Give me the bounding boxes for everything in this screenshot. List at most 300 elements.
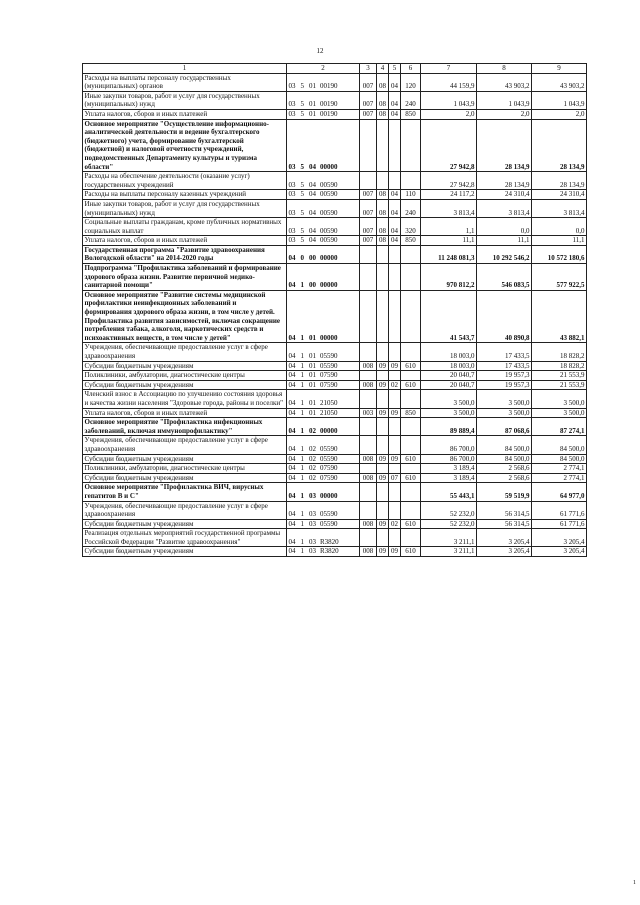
row-name: Уплата налогов, сборов и иных платежей xyxy=(83,408,287,418)
row-code xyxy=(287,290,360,343)
row-ministry-code xyxy=(360,119,377,172)
row-amount-col9: 28 134,9 xyxy=(532,119,587,172)
row-amount-col8: 87 068,6 xyxy=(477,418,532,436)
row-expense-type: 610 xyxy=(401,519,421,529)
row-amount-col9: 84 500,0 xyxy=(532,454,587,464)
table-row xyxy=(83,454,587,464)
code-direction: 07590 xyxy=(320,380,338,389)
row-amount-col9: 84 500,0 xyxy=(532,436,587,454)
code-event: 01 xyxy=(309,333,316,342)
code-direction: 00190 xyxy=(320,100,338,109)
row-amount-col7: 27 942,8 xyxy=(421,119,477,172)
row-amount-col9: 21 553,9 xyxy=(532,380,587,390)
code-program: 04 xyxy=(288,352,296,360)
code-event: 01 xyxy=(309,361,316,370)
row-section-code xyxy=(377,264,389,291)
row-ministry-code xyxy=(360,418,377,436)
code-direction: 00000 xyxy=(320,254,338,263)
row-subsection-code xyxy=(389,245,401,263)
row-subsection-code xyxy=(389,529,401,547)
row-name: Основное мероприятие "Профилактика инфекционных заболеваний, включая иммунопрофилактику" xyxy=(83,418,287,436)
table-row xyxy=(83,464,587,474)
side-mark: 1 xyxy=(633,880,636,886)
code-subprogram: 1 xyxy=(300,491,304,500)
row-amount-col8: 10 292 546,2 xyxy=(477,245,532,263)
row-section-code xyxy=(377,501,389,519)
code-direction: 05590 xyxy=(320,519,338,528)
row-ministry-code: 008 xyxy=(360,519,377,529)
code-event: 01 xyxy=(309,371,316,380)
row-expense-type: 110 xyxy=(401,190,421,200)
table-row xyxy=(83,408,587,418)
row-amount-col9: 2,0 xyxy=(532,109,587,119)
row-amount-col9: 61 771,6 xyxy=(532,501,587,519)
code-program: 04 xyxy=(288,333,296,342)
row-amount-col7: 11,1 xyxy=(421,236,477,246)
row-amount-col9: 1 043,9 xyxy=(532,91,587,109)
code-program: 04 xyxy=(288,444,296,453)
table-row xyxy=(83,361,587,371)
row-amount-col7: 3 211,1 xyxy=(421,547,477,557)
row-amount-col7: 3 500,0 xyxy=(421,408,477,418)
code-direction: 05590 xyxy=(320,444,338,453)
header-col-6: 6 xyxy=(401,64,421,74)
row-expense-type: 610 xyxy=(401,547,421,557)
code-direction: 00000 xyxy=(320,281,338,290)
row-expense-type xyxy=(401,529,421,547)
code-event: 02 xyxy=(309,473,316,482)
code-direction: R3820 xyxy=(320,547,339,556)
row-code xyxy=(287,361,360,371)
row-section-code: 08 xyxy=(377,218,389,236)
table-body xyxy=(83,64,587,557)
row-amount-col7: 86 700,0 xyxy=(421,454,477,464)
row-code xyxy=(287,454,360,464)
code-direction: 21050 xyxy=(320,398,338,407)
row-expense-type: 850 xyxy=(401,408,421,418)
code-direction: 05590 xyxy=(320,454,338,463)
row-amount-col7: 27 942,8 xyxy=(421,172,477,190)
code-event: 04 xyxy=(309,190,316,199)
code-subprogram: 0 xyxy=(300,254,304,263)
row-name: Основное мероприятие "Профилактика ВИЧ, вирусных гепатитов В и С" xyxy=(83,483,287,501)
row-ministry-code: 007 xyxy=(360,109,377,119)
row-amount-col9: 28 134,9 xyxy=(532,172,587,190)
code-event: 03 xyxy=(309,519,316,528)
table-row xyxy=(83,380,587,390)
code-subprogram: 1 xyxy=(300,352,304,360)
row-code xyxy=(287,529,360,547)
code-event: 02 xyxy=(309,426,316,435)
row-amount-col8: 40 890,8 xyxy=(477,290,532,343)
row-expense-type xyxy=(401,290,421,343)
table-row xyxy=(83,547,587,557)
row-name: Уплата налогов, сборов и иных платежей xyxy=(83,109,287,119)
row-subsection-code: 04 xyxy=(389,236,401,246)
code-program: 03 xyxy=(288,82,296,91)
table-row xyxy=(83,109,587,119)
row-name: Учреждения, обеспечивающие предоставление услуг в сфере здравоохранения xyxy=(83,436,287,454)
row-name: Реализация отдельных мероприятий государственной программы Российской Федерации "Развитие здравоохранения" xyxy=(83,529,287,547)
row-amount-col7: 3 189,4 xyxy=(421,473,477,483)
row-expense-type xyxy=(401,172,421,190)
row-code xyxy=(287,380,360,390)
row-section-code: 08 xyxy=(377,73,389,91)
row-amount-col8: 24 310,4 xyxy=(477,190,532,200)
row-code xyxy=(287,172,360,190)
table-row xyxy=(83,199,587,217)
table-row xyxy=(83,218,587,236)
row-name: Субсидии бюджетным учреждениям xyxy=(83,361,287,371)
row-amount-col8: 2 568,6 xyxy=(477,464,532,474)
table-row xyxy=(83,436,587,454)
row-section-code xyxy=(377,418,389,436)
table-row xyxy=(83,418,587,436)
row-ministry-code xyxy=(360,390,377,408)
code-event: 01 xyxy=(309,352,316,360)
row-amount-col8: 84 500,0 xyxy=(477,436,532,454)
code-program: 04 xyxy=(288,473,296,482)
row-name: Основное мероприятие "Развитие системы медицинской профилактики неинфекционных заболеваний и формирования здорового образа жизни, в том числе у детей. Профилактика развития зависимостей, включая сокращение потребления табака, алкоголя, наркотических средств и психоактивных веществ, в том числе у детей" xyxy=(83,290,287,343)
row-amount-col7: 55 443,1 xyxy=(421,483,477,501)
row-amount-col8: 43 903,2 xyxy=(477,73,532,91)
code-program: 03 xyxy=(288,190,296,199)
row-expense-type: 610 xyxy=(401,380,421,390)
row-code xyxy=(287,547,360,557)
row-name: Социальные выплаты гражданам, кроме публичных нормативных социальных выплат xyxy=(83,218,287,236)
row-amount-col7: 970 812,2 xyxy=(421,264,477,291)
row-name: Иные закупки товаров, работ и услуг для государственных (муниципальных) нужд xyxy=(83,91,287,109)
row-section-code: 08 xyxy=(377,199,389,217)
code-event: 01 xyxy=(309,408,316,417)
row-amount-col9: 2 774,1 xyxy=(532,473,587,483)
code-subprogram: 1 xyxy=(300,281,304,290)
code-direction: 07590 xyxy=(320,464,338,473)
row-name: Расходы на обеспечение деятельности (оказание услуг) государственных учреждений xyxy=(83,172,287,190)
row-section-code: 09 xyxy=(377,454,389,464)
page-number: 12 xyxy=(316,47,324,55)
row-amount-col7: 41 543,7 xyxy=(421,290,477,343)
code-subprogram: 1 xyxy=(300,510,304,519)
row-amount-col7: 20 040,7 xyxy=(421,380,477,390)
row-amount-col9: 87 274,1 xyxy=(532,418,587,436)
row-amount-col9: 3 500,0 xyxy=(532,390,587,408)
code-program: 04 xyxy=(288,510,296,519)
table-row xyxy=(83,290,587,343)
row-ministry-code xyxy=(360,343,377,361)
row-code xyxy=(287,218,360,236)
row-name: Учреждения, обеспечивающие предоставление услуг в сфере здравоохранения xyxy=(83,343,287,361)
code-subprogram: 1 xyxy=(300,371,304,380)
row-amount-col7: 11 248 081,3 xyxy=(421,245,477,263)
row-amount-col7: 44 159,9 xyxy=(421,73,477,91)
table-row xyxy=(83,473,587,483)
code-program: 03 xyxy=(288,236,296,245)
table-row xyxy=(83,264,587,291)
table-row xyxy=(83,119,587,172)
row-name: Субсидии бюджетным учреждениям xyxy=(83,547,287,557)
row-name: Основное мероприятие "Осуществление информационно-аналитической деятельности и ведение бухгалтерского (бюджетного) учета, формирование бухгалтерской (бюджетной) и налоговой отчетности учреждений, подведомственных Департаменту культуры и туризма области" xyxy=(83,119,287,172)
row-amount-col8: 546 083,5 xyxy=(477,264,532,291)
row-section-code: 09 xyxy=(377,408,389,418)
row-amount-col9: 3 205,4 xyxy=(532,529,587,547)
row-expense-type xyxy=(401,390,421,408)
code-subprogram: 1 xyxy=(300,380,304,389)
code-event: 00 xyxy=(309,281,316,290)
code-direction: 00590 xyxy=(320,190,338,199)
row-amount-col8: 56 314,5 xyxy=(477,519,532,529)
row-section-code: 08 xyxy=(377,91,389,109)
row-expense-type: 610 xyxy=(401,454,421,464)
row-section-code: 08 xyxy=(377,109,389,119)
row-section-code xyxy=(377,371,389,381)
row-section-code xyxy=(377,529,389,547)
code-event: 03 xyxy=(309,537,316,546)
code-event: 04 xyxy=(309,226,316,235)
code-program: 03 xyxy=(288,109,296,118)
code-direction: 00590 xyxy=(320,180,338,189)
code-subprogram: 1 xyxy=(300,547,304,556)
code-direction: 00190 xyxy=(320,109,338,118)
code-event: 03 xyxy=(309,547,316,556)
row-amount-col8: 19 957,3 xyxy=(477,380,532,390)
row-subsection-code xyxy=(389,483,401,501)
row-amount-col9: 3 205,4 xyxy=(532,547,587,557)
row-ministry-code xyxy=(360,529,377,547)
row-name: Субсидии бюджетным учреждениям xyxy=(83,473,287,483)
row-expense-type: 850 xyxy=(401,109,421,119)
row-subsection-code: 04 xyxy=(389,218,401,236)
code-subprogram: 5 xyxy=(300,109,304,118)
row-code xyxy=(287,73,360,91)
row-ministry-code: 007 xyxy=(360,73,377,91)
row-expense-type xyxy=(401,464,421,474)
row-amount-col8: 3 205,4 xyxy=(477,547,532,557)
code-subprogram: 5 xyxy=(300,190,304,199)
code-direction: 05590 xyxy=(320,361,338,370)
header-col-4: 4 xyxy=(377,64,389,74)
row-section-code: 09 xyxy=(377,361,389,371)
code-program: 03 xyxy=(288,226,296,235)
row-name: Иные закупки товаров, работ и услуг для государственных (муниципальных) нужд xyxy=(83,199,287,217)
row-section-code xyxy=(377,290,389,343)
header-col-1: 1 xyxy=(83,64,287,74)
row-subsection-code xyxy=(389,264,401,291)
row-subsection-code xyxy=(389,436,401,454)
table-row xyxy=(83,343,587,361)
table-row xyxy=(83,519,587,529)
code-direction: 00000 xyxy=(320,162,338,171)
row-amount-col7: 89 889,4 xyxy=(421,418,477,436)
row-name: Подпрограмма "Профилактика заболеваний и формирование здорового образа жизни. Развитие первичной медико-санитарной помощи" xyxy=(83,264,287,291)
header-col-8: 8 xyxy=(477,64,532,74)
row-subsection-code: 04 xyxy=(389,73,401,91)
code-direction: 05590 xyxy=(320,510,338,519)
row-code xyxy=(287,343,360,361)
code-program: 04 xyxy=(288,371,296,380)
row-code xyxy=(287,519,360,529)
row-expense-type: 320 xyxy=(401,218,421,236)
row-amount-col8: 2 568,6 xyxy=(477,473,532,483)
row-name: Расходы на выплаты персоналу казенных учреждений xyxy=(83,190,287,200)
row-ministry-code xyxy=(360,245,377,263)
code-program: 04 xyxy=(288,254,296,263)
row-amount-col9: 10 572 180,6 xyxy=(532,245,587,263)
row-code xyxy=(287,436,360,454)
row-ministry-code: 008 xyxy=(360,454,377,464)
table-row xyxy=(83,91,587,109)
row-subsection-code: 04 xyxy=(389,199,401,217)
code-event: 01 xyxy=(309,398,316,407)
row-amount-col7: 3 813,4 xyxy=(421,199,477,217)
code-subprogram: 5 xyxy=(300,236,304,245)
code-subprogram: 5 xyxy=(300,82,304,91)
row-amount-col7: 2,0 xyxy=(421,109,477,119)
row-subsection-code xyxy=(389,464,401,474)
row-name: Поликлиники, амбулатории, диагностические центры xyxy=(83,371,287,381)
row-section-code: 09 xyxy=(377,380,389,390)
code-direction: 05590 xyxy=(320,352,338,360)
row-name: Уплата налогов, сборов и иных платежей xyxy=(83,236,287,246)
code-program: 03 xyxy=(288,180,296,189)
code-event: 00 xyxy=(309,254,316,263)
code-direction: R3820 xyxy=(320,537,339,546)
row-subsection-code: 04 xyxy=(389,109,401,119)
row-subsection-code xyxy=(389,290,401,343)
table-row xyxy=(83,483,587,501)
row-ministry-code: 007 xyxy=(360,218,377,236)
code-program: 03 xyxy=(288,162,296,171)
row-name: Членский взнос в Ассоциацию по улучшению состояния здоровья и качества жизни населения "Здоровые города, районы и поселки" xyxy=(83,390,287,408)
row-expense-type xyxy=(401,343,421,361)
row-amount-col8: 17 433,5 xyxy=(477,361,532,371)
code-program: 03 xyxy=(288,208,296,217)
row-expense-type: 240 xyxy=(401,91,421,109)
code-subprogram: 1 xyxy=(300,361,304,370)
row-subsection-code: 04 xyxy=(389,91,401,109)
row-name: Поликлиники, амбулатории, диагностические центры xyxy=(83,464,287,474)
code-event: 04 xyxy=(309,180,316,189)
row-section-code xyxy=(377,483,389,501)
code-program: 04 xyxy=(288,547,296,556)
row-amount-col8: 59 519,9 xyxy=(477,483,532,501)
row-code xyxy=(287,199,360,217)
row-ministry-code: 007 xyxy=(360,91,377,109)
code-subprogram: 1 xyxy=(300,408,304,417)
row-amount-col8: 11,1 xyxy=(477,236,532,246)
row-amount-col8: 3 500,0 xyxy=(477,408,532,418)
row-name: Субсидии бюджетным учреждениям xyxy=(83,454,287,464)
code-event: 01 xyxy=(309,109,316,118)
row-expense-type xyxy=(401,483,421,501)
code-event: 02 xyxy=(309,454,316,463)
row-section-code xyxy=(377,436,389,454)
row-name: Учреждения, обеспечивающие предоставление услуг в сфере здравоохранения xyxy=(83,501,287,519)
header-col-3: 3 xyxy=(360,64,377,74)
row-amount-col7: 18 003,0 xyxy=(421,361,477,371)
row-expense-type: 120 xyxy=(401,73,421,91)
row-ministry-code xyxy=(360,436,377,454)
row-ministry-code xyxy=(360,501,377,519)
row-amount-col7: 3 189,4 xyxy=(421,464,477,474)
code-program: 04 xyxy=(288,408,296,417)
table-row xyxy=(83,236,587,246)
code-program: 04 xyxy=(288,537,296,546)
code-event: 03 xyxy=(309,510,316,519)
row-ministry-code xyxy=(360,264,377,291)
row-amount-col9: 18 828,2 xyxy=(532,343,587,361)
row-section-code: 08 xyxy=(377,190,389,200)
row-amount-col9: 43 882,1 xyxy=(532,290,587,343)
row-code xyxy=(287,119,360,172)
row-ministry-code xyxy=(360,483,377,501)
row-amount-col9: 0,0 xyxy=(532,218,587,236)
row-amount-col7: 3 500,0 xyxy=(421,390,477,408)
row-expense-type xyxy=(401,245,421,263)
row-expense-type xyxy=(401,501,421,519)
row-amount-col8: 1 043,9 xyxy=(477,91,532,109)
row-amount-col8: 56 314,5 xyxy=(477,501,532,519)
code-direction: 21050 xyxy=(320,408,338,417)
row-amount-col9: 2 774,1 xyxy=(532,464,587,474)
row-code xyxy=(287,109,360,119)
row-ministry-code xyxy=(360,371,377,381)
row-amount-col7: 20 040,7 xyxy=(421,371,477,381)
row-subsection-code xyxy=(389,119,401,172)
row-amount-col7: 1 043,9 xyxy=(421,91,477,109)
code-event: 04 xyxy=(309,236,316,245)
row-ministry-code: 008 xyxy=(360,380,377,390)
code-subprogram: 1 xyxy=(300,398,304,407)
table-row xyxy=(83,245,587,263)
code-subprogram: 1 xyxy=(300,333,304,342)
row-ministry-code: 007 xyxy=(360,236,377,246)
row-ministry-code: 008 xyxy=(360,473,377,483)
table-row xyxy=(83,172,587,190)
row-subsection-code xyxy=(389,418,401,436)
table-header-row xyxy=(83,64,587,74)
code-program: 04 xyxy=(288,361,296,370)
budget-table xyxy=(82,63,587,557)
code-subprogram: 1 xyxy=(300,519,304,528)
code-subprogram: 1 xyxy=(300,444,304,453)
code-event: 01 xyxy=(309,100,316,109)
code-direction: 07590 xyxy=(320,473,338,482)
row-subsection-code: 02 xyxy=(389,519,401,529)
code-program: 04 xyxy=(288,426,296,435)
header-col-9: 9 xyxy=(532,64,587,74)
code-direction: 00000 xyxy=(320,491,338,500)
row-amount-col8: 3 813,4 xyxy=(477,199,532,217)
row-section-code xyxy=(377,390,389,408)
row-subsection-code xyxy=(389,343,401,361)
code-subprogram: 1 xyxy=(300,537,304,546)
code-program: 04 xyxy=(288,454,296,463)
code-event: 03 xyxy=(309,491,316,500)
code-program: 04 xyxy=(288,464,296,473)
row-subsection-code xyxy=(389,371,401,381)
row-amount-col9: 64 977,0 xyxy=(532,483,587,501)
row-expense-type xyxy=(401,371,421,381)
row-subsection-code: 07 xyxy=(389,473,401,483)
table-row xyxy=(83,390,587,408)
row-expense-type: 240 xyxy=(401,199,421,217)
row-ministry-code xyxy=(360,172,377,190)
row-subsection-code: 09 xyxy=(389,547,401,557)
row-subsection-code: 09 xyxy=(389,454,401,464)
row-subsection-code: 09 xyxy=(389,408,401,418)
code-direction: 00590 xyxy=(320,236,338,245)
